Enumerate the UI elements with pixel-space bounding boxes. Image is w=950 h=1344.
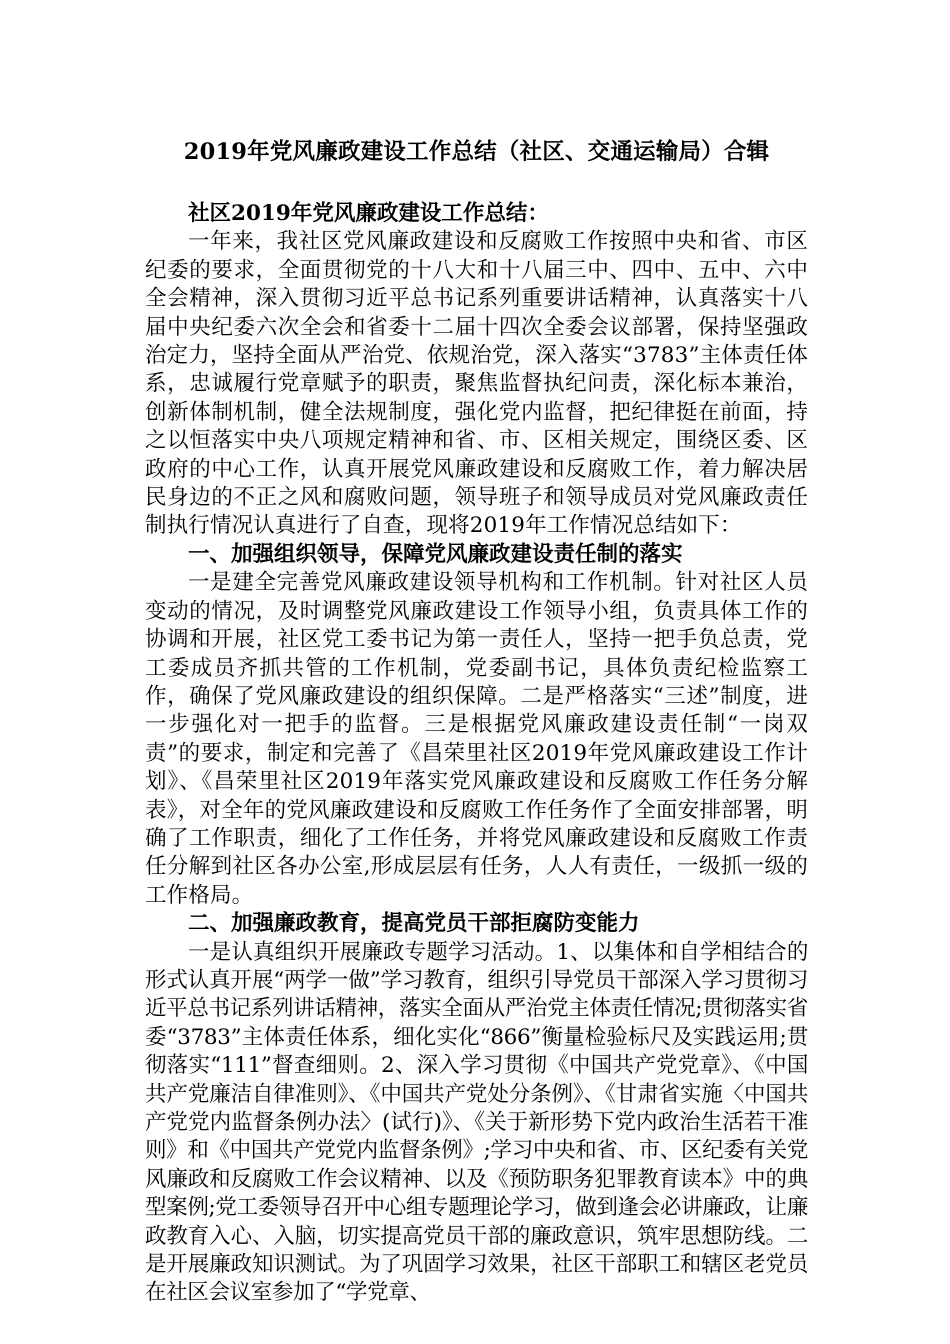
intro-paragraph: 一年来，我社区党风廉政建设和反腐败工作按照中央和省、市区纪委的要求，全面贯彻党的十八大和十八届三中、四中、五中、六中全会精神，深入贯彻习近平总书记系列重要讲话精神，认真落实十八届中央纪委六次全会和省委十二届十四次全委会议部署，保持坚强政治定力，坚持全面从严治党、依规治党，深入落实“3783”主体责任体系，忠诚履行党章赋予的职责，聚焦监督执纪问责，深化标本兼治，创新体制机制，健全法规制度，强化党内监督，把纪律挺在前面，持之以恒落实中央八项规定精神和省、市、区相关规定，围绕区委、区政府的中心工作，认真开展党风廉政建设和反腐败工作，着力解决居民身边的不正之风和腐败问题，领导班子和领导成员对党风廉政责任制执行情况认真进行了自查，现将2019年工作情况总结如下： [145, 229, 808, 539]
section-heading: 社区2019年党风廉政建设工作总结： [188, 201, 549, 226]
paragraph-organization-leadership: 一是建全完善党风廉政建设领导机构和工作机制。针对社区人员变动的情况，及时调整党风廉政建设工作领导小组，负责具体工作的协调和开展，社区党工委书记为第一责任人，坚持一把手负总责，党工委成员齐抓共管的工作机制，党委副书记，具体负责纪检监察工作，确保了党风廉政建设的组织保障。二是严格落实“三述”制度，进一步强化对一把手的监督。三是根据党风廉政建设责任制“一岗双责”的要求，制定和完善了《昌荣里社区2019年党风廉政建设工作计划》、《昌荣里社区2019年落实党风廉政建设和反腐败工作任务分解表》，对全年的党风廉政建设和反腐败工作任务作了全面安排部署，明确了工作职责，细化了工作任务，并将党风廉政建设和反腐败工作责任分解到社区各办公室,形成层层有任务，人人有责任，一级抓一级的工作格局。 [145, 570, 808, 908]
paragraph-integrity-education: 一是认真组织开展廉政专题学习活动。1、以集体和自学相结合的形式认真开展“两学一做”学习教育，组织引导党员干部深入学习贯彻习近平总书记系列讲话精神，落实全面从严治党主体责任情况;贯彻落实省委“3783”主体责任体系，细化实化“866”衡量检验标尺及实践运用;贯彻落实“111”督查细则。2、深入学习贯彻《中国共产党党章》、《中国共产党廉洁自律准则》、《中国共产党处分条例》、《甘肃省实施〈中国共产党党内监督条例办法〉(试行)》、《关于新形势下党内政治生活若干准则》和《中国共产党党内监督条例》;学习中央和省、市、区纪委有关党风廉政和反腐败工作会议精神、以及《预防职务犯罪教育读本》中的典型案例;党工委领导召开中心组专题理论学习，做到逢会必讲廉政，让廉政教育入心、入脑，切实提高党员干部的廉政意识，筑牢思想防线。二是开展廉政知识测试。为了巩固学习效果，社区干部职工和辖区老党员在社区会议室参加了“学党章、 [145, 939, 808, 1306]
heading-integrity-education: 二、加强廉政教育，提高党员干部拒腐防变能力 [188, 911, 640, 937]
document-title: 2019年党风廉政建设工作总结（社区、交通运输局）合辑 [183, 139, 770, 165]
heading-organization-leadership: 一、加强组织领导，保障党风廉政建设责任制的落实 [188, 541, 683, 567]
